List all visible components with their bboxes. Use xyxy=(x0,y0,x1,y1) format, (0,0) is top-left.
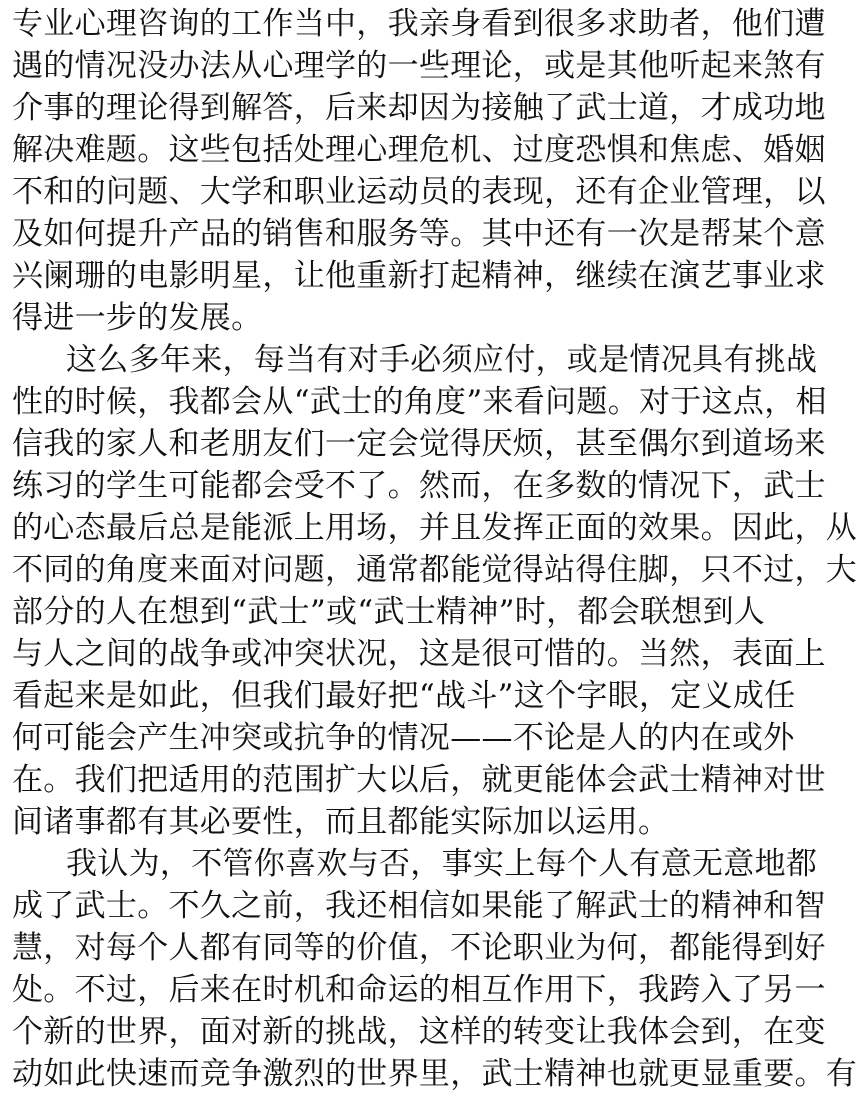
text-line: 的心态最后总是能派上用场，并且发挥正面的效果。因此，从 xyxy=(12,510,857,546)
text-line: 信我的家人和老朋友们一定会觉得厌烦，甚至偶尔到道场来 xyxy=(12,426,826,462)
text-line: 得进一步的发展。 xyxy=(12,300,263,336)
text-line: 性的时候，我都会从“武士的角度”来看问题。对于这点，相 xyxy=(12,384,827,420)
text-line: 看起来是如此，但我们最好把“战斗”这个字眼，定义成任 xyxy=(12,678,796,714)
paragraph-first-line: 这么多年来，每当有对手必须应付，或是情况具有挑战 xyxy=(66,342,818,378)
text-line: 成了武士。不久之前，我还相信如果能了解武士的精神和智 xyxy=(12,888,826,924)
text-line: 专业心理咨询的工作当中，我亲身看到很多求助者，他们遭 xyxy=(12,6,826,42)
text-line: 不同的角度来面对问题，通常都能觉得站得住脚，只不过，大 xyxy=(12,552,857,588)
text-line: 间诸事都有其必要性，而且都能实际加以运用。 xyxy=(12,804,670,840)
text-line: 及如何提升产品的销售和服务等。其中还有一次是帮某个意 xyxy=(12,216,826,252)
text-line: 练习的学生可能都会受不了。然而，在多数的情况下，武士 xyxy=(12,468,826,504)
paragraph-first-line: 我认为，不管你喜欢与否，事实上每个人有意无意地都 xyxy=(66,846,818,882)
text-line: 动如此快速而竞争激烈的世界里，武士精神也就更显重要。有 xyxy=(12,1056,857,1092)
text-line: 与人之间的战争或冲突状况，这是很可惜的。当然，表面上 xyxy=(12,636,826,672)
text-line: 不和的问题、大学和职业运动员的表现，还有企业管理，以 xyxy=(12,174,826,210)
text-line: 个新的世界，面对新的挑战，这样的转变让我体会到，在变 xyxy=(12,1014,826,1050)
text-line: 兴阑珊的电影明星，让他重新打起精神，继续在演艺事业求 xyxy=(12,258,826,294)
text-line: 介事的理论得到解答，后来却因为接触了武士道，才成功地 xyxy=(12,90,826,126)
text-line: 何可能会产生冲突或抗争的情况——不论是人的内在或外 xyxy=(12,720,795,756)
text-line: 处。不过，后来在时机和命运的相互作用下，我跨入了另一 xyxy=(12,972,826,1008)
text-line: 部分的人在想到“武士”或“武士精神”时，都会联想到人 xyxy=(12,594,766,630)
text-line: 解决难题。这些包括处理心理危机、过度恐惧和焦虑、婚姻 xyxy=(12,132,826,168)
text-line: 在。我们把适用的范围扩大以后，就更能体会武士精神对世 xyxy=(12,762,826,798)
text-line: 遇的情况没办法从心理学的一些理论，或是其他听起来煞有 xyxy=(12,48,826,84)
text-line: 慧，对每个人都有同等的价值，不论职业为何，都能得到好 xyxy=(12,930,826,966)
